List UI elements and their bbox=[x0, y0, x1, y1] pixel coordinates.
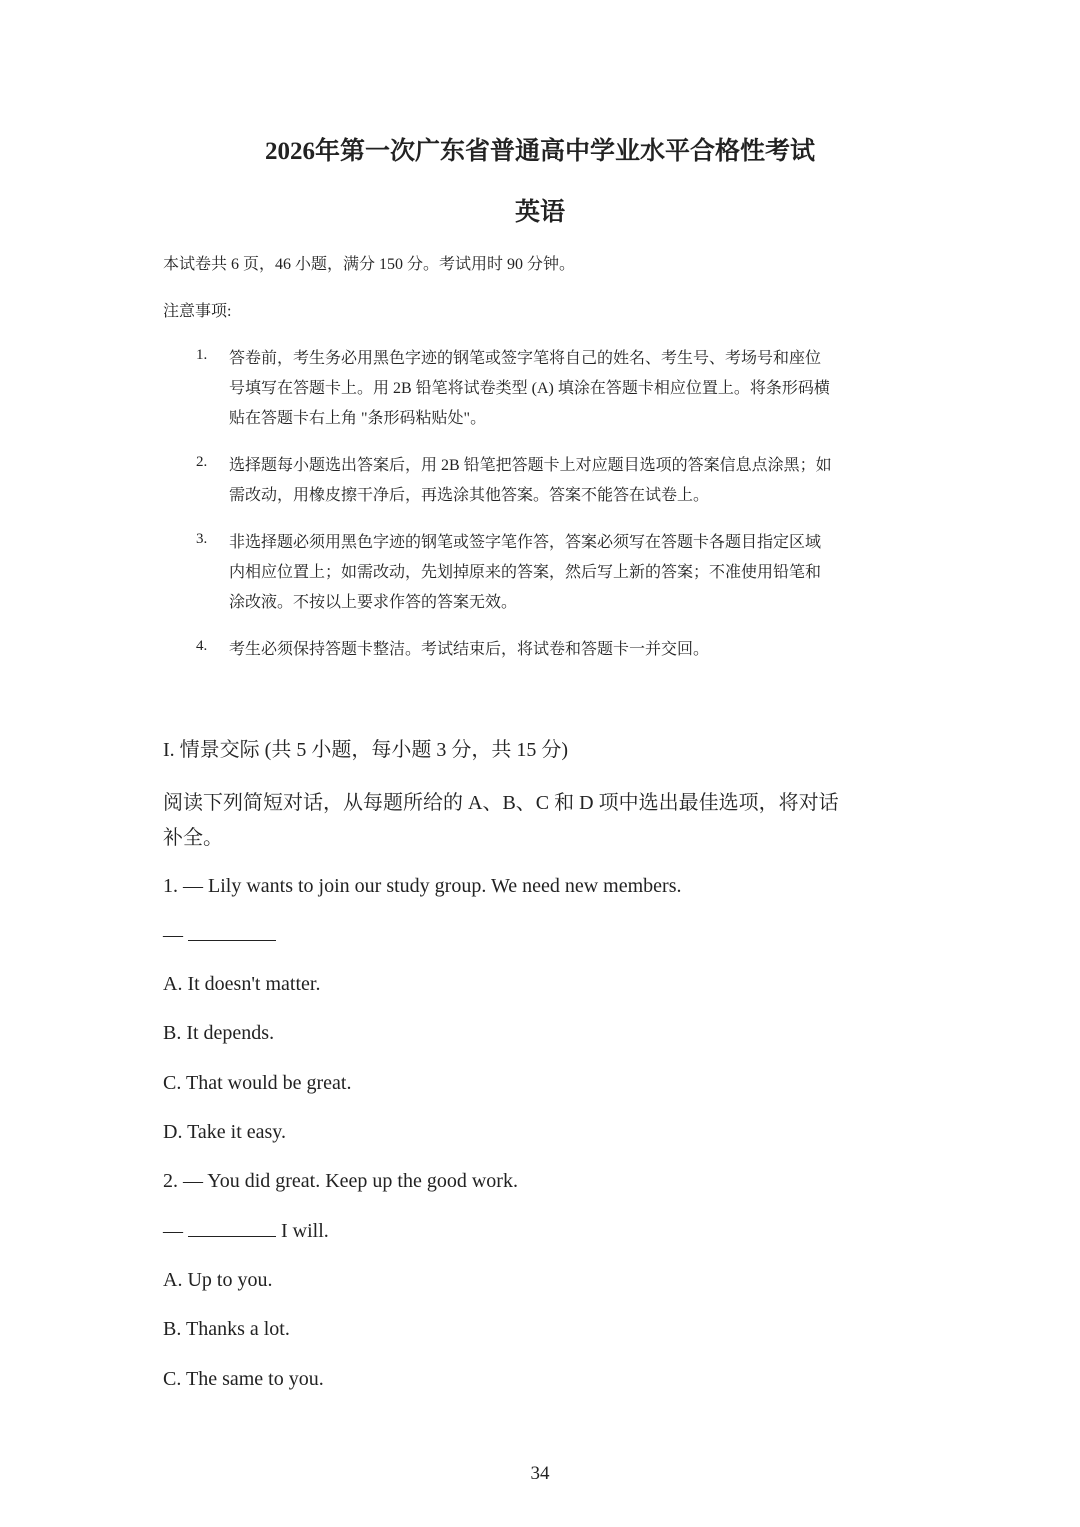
section-instruction: 补全。 bbox=[163, 827, 223, 849]
question-prompt: 2. — You did great. Keep up the good work. bbox=[163, 1170, 518, 1192]
section-heading: I. 情景交际 (共 5 小题，每小题 3 分，共 15 分) bbox=[163, 739, 568, 761]
option-a: A. Up to you. bbox=[163, 1269, 273, 1291]
notice-item-line: 选择题每小题选出答案后，用 2B 铅笔把答题卡上对应题目选项的答案信息点涂黑；如 bbox=[229, 457, 832, 474]
option-b: B. It depends. bbox=[163, 1022, 275, 1044]
notice-item-line: 涂改液。不按以上要求作答的答案无效。 bbox=[229, 594, 518, 611]
reply-dash: — bbox=[163, 1220, 183, 1242]
option-d: D. Take it easy. bbox=[163, 1121, 287, 1143]
notice-item-line: 答卷前，考生务必用黑色字迹的钢笔或签字笔将自己的姓名、考生号、考场号和座位 bbox=[229, 350, 822, 367]
notice-item-number: 1. bbox=[196, 347, 208, 363]
option-c: C. That would be great. bbox=[163, 1072, 352, 1094]
notice-item-line: 号填写在答题卡上。用 2B 铅笔将试卷类型 (A) 填涂在答题卡相应位置上。将条形码横 bbox=[229, 380, 830, 397]
option-a: A. It doesn't matter. bbox=[163, 973, 321, 995]
exam-intro: 本试卷共 6 页，46 小题，满分 150 分。考试用时 90 分钟。 bbox=[163, 256, 576, 273]
answer-blank[interactable] bbox=[188, 1235, 276, 1237]
notice-item-number: 2. bbox=[196, 454, 208, 470]
notice-item-line: 考生必须保持答题卡整洁。考试结束后，将试卷和答题卡一并交回。 bbox=[229, 641, 710, 658]
answer-blank[interactable] bbox=[188, 939, 276, 941]
page-number: 34 bbox=[530, 1463, 550, 1484]
option-c: C. The same to you. bbox=[163, 1368, 324, 1390]
reply-dash: — bbox=[163, 924, 183, 946]
exam-title: 2026年第一次广东省普通高中学业水平合格性考试 bbox=[264, 138, 815, 165]
notice-item-number: 4. bbox=[196, 638, 208, 654]
subject-title: 英语 bbox=[514, 199, 565, 226]
answer-line bbox=[163, 1220, 329, 1243]
question-prompt: 1. — Lily wants to join our study group. We need new members. bbox=[163, 875, 682, 897]
notice-item-line: 需改动，用橡皮擦干净后，再选涂其他答案。答案不能答在试卷上。 bbox=[229, 487, 710, 504]
reply-suffix: I will. bbox=[281, 1220, 329, 1242]
notice-item-line: 贴在答题卡右上角 "条形码粘贴处"。 bbox=[229, 410, 487, 427]
section-instruction: 阅读下列简短对话，从每题所给的 A、B、C 和 D 项中选出最佳选项，将对话 bbox=[163, 792, 839, 814]
answer-line bbox=[163, 924, 276, 947]
notice-heading: 注意事项: bbox=[163, 303, 232, 320]
notice-item-line: 非选择题必须用黑色字迹的钢笔或签字笔作答，答案必须写在答题卡各题目指定区域 bbox=[229, 534, 822, 551]
notice-item-number: 3. bbox=[196, 531, 208, 547]
option-b: B. Thanks a lot. bbox=[163, 1318, 290, 1340]
notice-item-line: 内相应位置上；如需改动，先划掉原来的答案，然后写上新的答案；不准使用铅笔和 bbox=[229, 564, 822, 581]
